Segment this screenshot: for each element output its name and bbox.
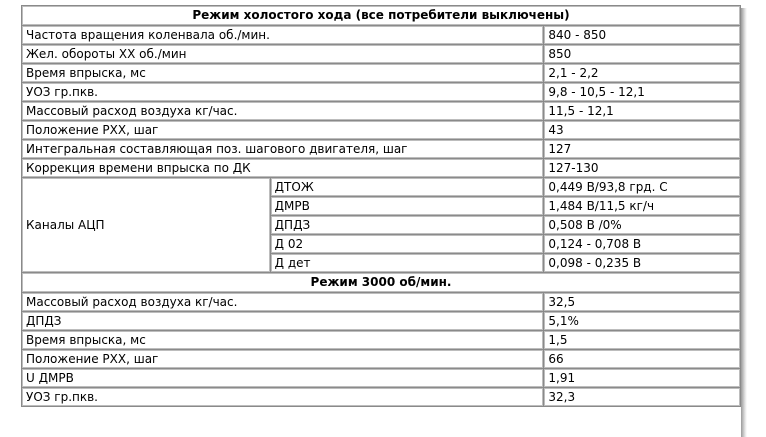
table-row [22, 83, 740, 101]
table-row [22, 26, 740, 44]
table-row [22, 102, 740, 120]
section-title-idle: Режим холостого хода (все потребители выключены) [22, 6, 740, 25]
parameter-label: Время впрыска, мс [22, 64, 543, 82]
table-row [22, 293, 740, 311]
table-drop-shadow [741, 8, 747, 437]
adc-channel-name: Д 02 [271, 235, 544, 253]
parameter-value: 1,91 [544, 369, 740, 387]
table-row [22, 45, 740, 63]
parameter-value: 11,5 - 12,1 [544, 102, 740, 120]
adc-channel-value: 0,098 - 0,235 В [544, 254, 740, 272]
parameter-value: 127 [544, 140, 740, 158]
table-row [22, 312, 740, 330]
parameter-label: Интегральная составляющая поз. шагового двигателя, шаг [22, 140, 543, 158]
section-header-row [22, 6, 740, 25]
parameter-label: УОЗ гр.пкв. [22, 388, 543, 406]
table-row [22, 178, 740, 196]
adc-channel-value: 0,124 - 0,708 В [544, 235, 740, 253]
table-row [22, 159, 740, 177]
section-title-3000: Режим 3000 об/мин. [22, 273, 740, 292]
parameter-value: 2,1 - 2,2 [544, 64, 740, 82]
parameter-value: 66 [544, 350, 740, 368]
table-row [22, 121, 740, 139]
parameters-table-container [21, 5, 741, 407]
adc-channel-value: 1,484 В/11,5 кг/ч [544, 197, 740, 215]
parameter-value: 43 [544, 121, 740, 139]
parameter-label: Массовый расход воздуха кг/час. [22, 102, 543, 120]
parameter-value: 127-130 [544, 159, 740, 177]
adc-channels-label: Каналы АЦП [22, 178, 270, 272]
adc-channel-value: 0,508 В /0% [544, 216, 740, 234]
table-row [22, 331, 740, 349]
table-row [22, 388, 740, 406]
table-row [22, 140, 740, 158]
parameter-value: 5,1% [544, 312, 740, 330]
table-row [22, 369, 740, 387]
parameter-value: 32,5 [544, 293, 740, 311]
parameters-table [21, 5, 741, 407]
adc-channel-name: Д дет [271, 254, 544, 272]
adc-channel-name: ДПДЗ [271, 216, 544, 234]
parameter-value: 1,5 [544, 331, 740, 349]
table-row [22, 64, 740, 82]
parameter-label: ДПДЗ [22, 312, 543, 330]
parameter-value: 850 [544, 45, 740, 63]
section-header-row [22, 273, 740, 292]
parameter-label: Массовый расход воздуха кг/час. [22, 293, 543, 311]
parameter-label: Время впрыска, мс [22, 331, 543, 349]
parameter-label: Положение РХХ, шаг [22, 350, 543, 368]
parameter-label: Жел. обороты ХХ об./мин [22, 45, 543, 63]
adc-channel-name: ДТОЖ [271, 178, 544, 196]
parameter-label: Коррекция времени впрыска по ДК [22, 159, 543, 177]
adc-channel-name: ДМРВ [271, 197, 544, 215]
parameter-label: Положение РХХ, шаг [22, 121, 543, 139]
parameter-value: 32,3 [544, 388, 740, 406]
table-row [22, 350, 740, 368]
adc-channel-value: 0,449 В/93,8 грд. С [544, 178, 740, 196]
parameter-label: УОЗ гр.пкв. [22, 83, 543, 101]
parameter-label: Частота вращения коленвала об./мин. [22, 26, 543, 44]
parameter-value: 9,8 - 10,5 - 12,1 [544, 83, 740, 101]
parameter-value: 840 - 850 [544, 26, 740, 44]
parameter-label: U ДМРВ [22, 369, 543, 387]
